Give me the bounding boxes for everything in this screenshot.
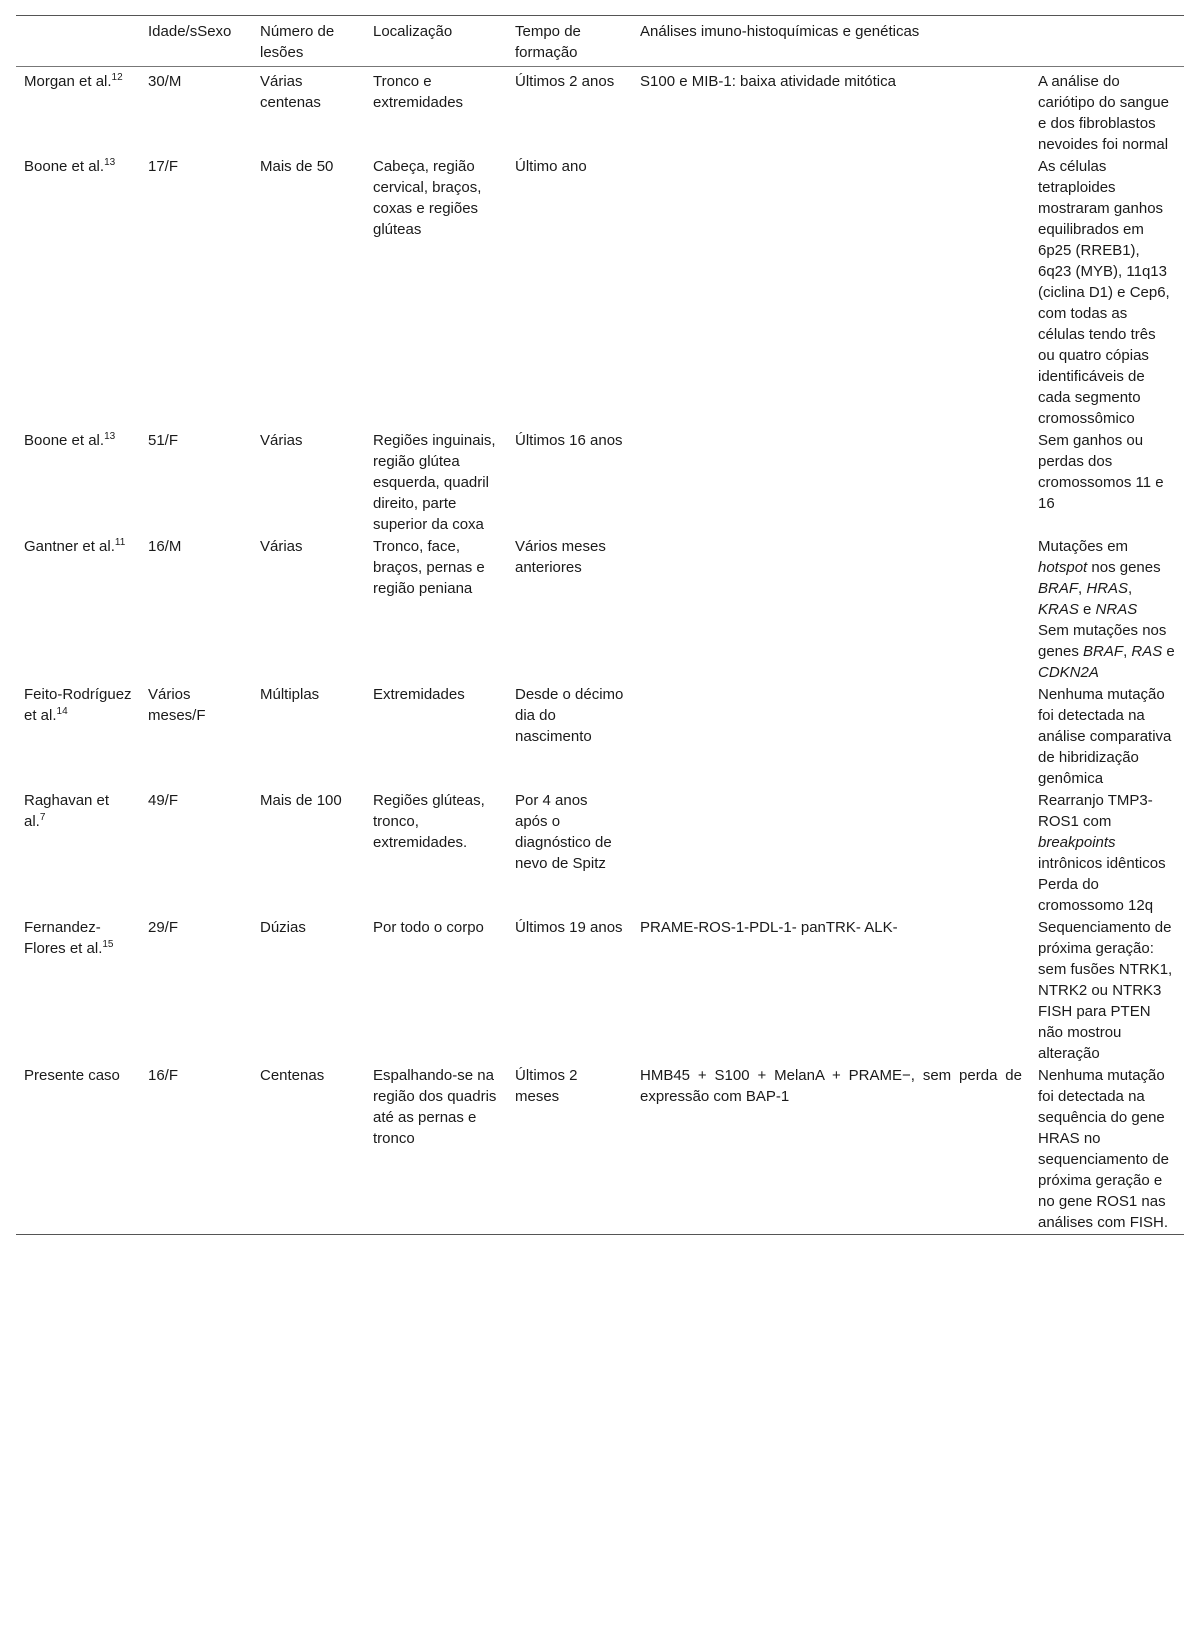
header-analyses: Análises imuno-histoquímicas e genéticas	[640, 23, 920, 40]
cell-ihc: PRAME-ROS-1-PDL-1- panTRK- ALK-	[640, 919, 898, 936]
genetics-text: Perda do cromossomo 12q	[1038, 876, 1154, 914]
italic-term: breakpoints	[1038, 834, 1116, 851]
table-row	[16, 684, 1184, 790]
reference-number: 13	[104, 157, 116, 168]
cell-location: Tronco, face, braços, pernas e região peniana	[373, 538, 485, 597]
table-row	[16, 1065, 1184, 1235]
cell-author	[16, 536, 140, 684]
header-lesions: Número de lesões	[260, 23, 335, 61]
genetics-text	[1038, 790, 1176, 874]
table-row	[16, 67, 1184, 157]
cell-author	[16, 1065, 140, 1235]
text-run: Mutações em	[1038, 538, 1129, 555]
author-name: Feito-Rodríguez et al.	[24, 686, 132, 724]
cell-time: Últimos 19 anos	[515, 919, 623, 936]
gene-name: HRAS	[1086, 580, 1129, 597]
cell-age-sex: 17/F	[148, 158, 179, 175]
cell-time: Últimos 2 anos	[515, 73, 615, 90]
cell-ihc	[632, 790, 1030, 917]
cell-age-sex: 16/M	[148, 538, 182, 555]
cell-genetics	[1030, 917, 1184, 1065]
cell-age-sex: 16/F	[148, 1067, 179, 1084]
reference-number: 11	[114, 537, 126, 548]
cell-ihc	[632, 156, 1030, 430]
cell-location: Cabeça, região cervical, braços, coxas e regiões glúteas	[373, 158, 482, 238]
reference-number: 7	[39, 812, 46, 823]
cell-location: Extremidades	[373, 686, 465, 703]
cell-genetics	[1030, 684, 1184, 790]
cell-time: Por 4 anos após o diagnóstico de nevo de Spitz	[515, 792, 612, 872]
cell-genetics	[1030, 790, 1184, 917]
text-run: e	[1162, 643, 1175, 660]
gene-name: BRAF	[1083, 643, 1124, 660]
cell-ihc	[632, 536, 1030, 684]
cell-ihc: HMB45 + S100 + MelanA + PRAME−, sem perda de expressão com BAP-1	[640, 1067, 1022, 1105]
genetics-text: As células tetraploides mostraram ganhos equilibrados em 6p25 (RREB1), 6q23 (MYB), 11q13 (ciclina D1) e Cep6, com todas as células tendo três ou quatro cópias identificáveis de cada segmento cromossômico	[1038, 158, 1170, 427]
cell-age-sex: 30/M	[148, 73, 182, 90]
table-row	[16, 430, 1184, 536]
header-genetics	[1030, 16, 1184, 67]
cell-genetics	[1030, 67, 1184, 157]
gene-name: KRAS	[1038, 601, 1079, 618]
cell-location: Tronco e extremidades	[373, 73, 464, 111]
text-run: nos genes	[1087, 559, 1161, 576]
reference-number: 12	[111, 72, 123, 83]
genetics-text	[1038, 536, 1176, 620]
italic-term: hotspot	[1038, 559, 1088, 576]
gene-name: NRAS	[1095, 601, 1138, 618]
cell-age-sex: 49/F	[148, 792, 179, 809]
cell-genetics	[1030, 536, 1184, 684]
cell-location: Regiões inguinais, região glútea esquerda, quadril direito, parte superior da coxa	[373, 432, 496, 533]
genetics-text	[1038, 620, 1176, 683]
cell-author	[16, 790, 140, 917]
genetics-text: FISH para PTEN não mostrou alteração	[1038, 1003, 1151, 1062]
text-run: Sem mutações nos genes	[1038, 622, 1167, 660]
cell-lesions: Mais de 50	[260, 158, 334, 175]
text-run: ,	[1123, 643, 1132, 660]
cell-ihc	[632, 430, 1030, 536]
cell-author	[16, 917, 140, 1065]
cell-genetics	[1030, 1065, 1184, 1235]
header-location: Localização	[373, 23, 453, 40]
cell-author	[16, 430, 140, 536]
cell-time: Último ano	[515, 158, 587, 175]
text-run: ,	[1128, 580, 1133, 597]
cell-genetics	[1030, 430, 1184, 536]
table-row	[16, 790, 1184, 917]
cell-author	[16, 67, 140, 157]
header-time: Tempo de formação	[515, 23, 581, 61]
author-name: Fernandez-Flores et al.	[24, 919, 103, 957]
author-name: Raghavan et al.	[24, 792, 110, 830]
gene-name: CDKN2A	[1038, 664, 1099, 681]
cell-ihc: S100 e MIB-1: baixa atividade mitótica	[640, 73, 896, 90]
cell-genetics	[1030, 156, 1184, 430]
cell-author	[16, 156, 140, 430]
reference-number: 13	[104, 431, 116, 442]
header-author	[16, 16, 140, 67]
cell-age-sex: Vários meses/F	[148, 686, 206, 724]
author-name: Boone et al.	[24, 158, 105, 175]
cell-age-sex: 29/F	[148, 919, 179, 936]
reference-number: 14	[56, 706, 68, 717]
cell-location: Regiões glúteas, tronco, extremidades.	[373, 792, 485, 851]
cell-time: Últimos 2 meses	[515, 1067, 578, 1105]
cell-lesions: Mais de 100	[260, 792, 342, 809]
genetics-text: Nenhuma mutação foi detectada na análise comparativa de hibridização genômica	[1038, 686, 1172, 787]
cases-table	[16, 15, 1184, 1235]
cell-time: Vários meses anteriores	[515, 538, 606, 576]
text-run: intrônicos idênticos	[1038, 855, 1166, 872]
cell-lesions: Várias centenas	[260, 73, 321, 111]
genetics-text: Nenhuma mutação foi detectada na sequência do gene HRAS no sequenciamento de próxima geração e no gene ROS1 nas análises com FISH.	[1038, 1067, 1169, 1231]
table-row	[16, 156, 1184, 430]
cell-lesions: Dúzias	[260, 919, 306, 936]
cell-age-sex: 51/F	[148, 432, 179, 449]
text-run: e	[1078, 601, 1096, 618]
text-run: Rearranjo TMP3-ROS1 com	[1038, 792, 1153, 830]
genetics-text: A análise do cariótipo do sangue e dos fibroblastos nevoides foi normal	[1038, 73, 1169, 153]
cell-ihc	[632, 684, 1030, 790]
genetics-text: Sequenciamento de próxima geração: sem fusões NTRK1, NTRK2 ou NTRK3	[1038, 919, 1173, 999]
cell-author	[16, 684, 140, 790]
cell-lesions: Múltiplas	[260, 686, 320, 703]
cell-location: Por todo o corpo	[373, 919, 484, 936]
cell-lesions: Várias	[260, 432, 303, 449]
cell-lesions: Várias	[260, 538, 303, 555]
reference-number: 15	[102, 939, 114, 950]
table-header-row	[16, 16, 1184, 67]
author-name: Presente caso	[24, 1067, 120, 1084]
table-row	[16, 536, 1184, 684]
author-name: Boone et al.	[24, 432, 105, 449]
header-age-sex: Idade/sSexo	[148, 23, 232, 40]
gene-name: RAS	[1131, 643, 1163, 660]
author-name: Morgan et al.	[24, 73, 112, 90]
author-name: Gantner et al.	[24, 538, 115, 555]
text-run: ,	[1078, 580, 1087, 597]
genetics-text: Sem ganhos ou perdas dos cromossomos 11 e 16	[1038, 432, 1164, 512]
cell-time: Desde o décimo dia do nascimento	[515, 686, 624, 745]
cell-location: Espalhando-se na região dos quadris até as pernas e tronco	[373, 1067, 497, 1147]
cell-lesions: Centenas	[260, 1067, 325, 1084]
table-row	[16, 917, 1184, 1065]
cell-time: Últimos 16 anos	[515, 432, 623, 449]
gene-name: BRAF	[1038, 580, 1079, 597]
